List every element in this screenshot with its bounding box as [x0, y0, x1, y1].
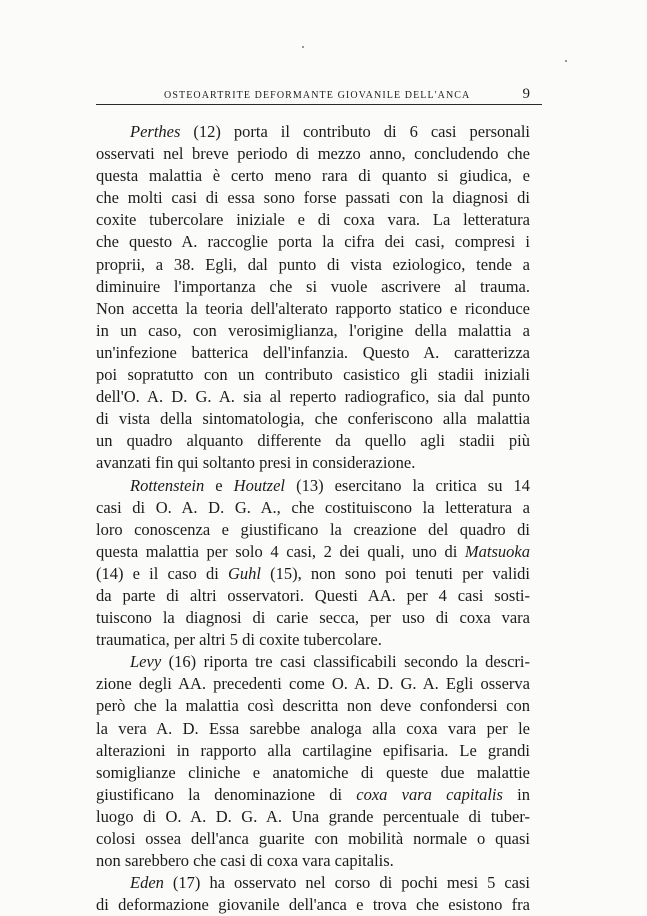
text-run: da parte di altri osservatori. Questi AA. per 4 casi sosti-	[96, 585, 530, 605]
text-line	[96, 894, 530, 916]
text-run: alterazioni in rapporto alla cartilagine epifisaria. Le grandi	[96, 740, 530, 760]
text-run: un'infezione batterica dell'infanzia. Questo A. caratterizza	[96, 342, 530, 362]
text-run: casi di O. A. D. G. A., che costituiscono la letteratura a	[96, 497, 530, 517]
text-run: (14) e il caso di	[96, 563, 228, 583]
text-line	[96, 585, 530, 607]
text-run: non sarebbero che casi di coxa vara capitalis.	[96, 851, 394, 871]
text-line	[96, 629, 530, 651]
italic-name: Houtzel	[233, 475, 286, 495]
text-line	[96, 519, 530, 541]
text-run: giustificano la denominazione di	[96, 784, 357, 804]
text-run: (13) esercitano la critica su 14	[285, 475, 530, 495]
text-run: in un caso, con verosimiglianza, l'origine della malattia a	[96, 320, 530, 340]
text-line	[96, 254, 530, 276]
text-run: che molti casi di essa sono forse passati con la diagnosi di	[96, 188, 530, 208]
text-run: traumatica, per altri 5 di coxite tubercolare.	[96, 630, 382, 650]
italic-name: coxa vara capitalis	[356, 784, 503, 804]
text-run: questa malattia è certo meno rara di quanto si giudica, e	[96, 166, 530, 186]
text-line	[96, 143, 530, 165]
italic-name: Rottenstein	[130, 475, 205, 495]
text-run: che questo A. raccoglie porta la cifra dei casi, compresi i	[96, 232, 530, 252]
text-run: proprii, a 38. Egli, dal punto di vista eziologico, tende a	[96, 254, 530, 274]
text-line	[96, 850, 530, 872]
text-run: e	[204, 475, 234, 495]
text-run: osservati nel breve periodo di mezzo anno, concludendo che	[96, 144, 530, 164]
text-run: dell'O. A. D. G. A. sia al reperto radiografico, sia dal punto	[96, 387, 530, 407]
text-line	[96, 740, 530, 762]
text-run: diminuire l'importanza che si vuole ascrivere al trauma.	[96, 276, 530, 296]
text-line	[96, 276, 530, 298]
page-number: 9	[522, 86, 530, 102]
text-line	[96, 364, 530, 386]
text-run: colosi ossea dell'anca guarite con mobilità normale o quasi	[96, 829, 530, 848]
text-line	[96, 209, 530, 231]
text-line	[96, 806, 530, 828]
text-run: luogo di O. A. D. G. A. Una grande percentuale di tuber-	[96, 806, 530, 826]
text-line	[96, 784, 530, 806]
text-line	[96, 342, 530, 364]
header-rule	[96, 104, 542, 105]
text-line	[96, 165, 530, 187]
text-run: (15), non sono poi tenuti per validi	[260, 563, 531, 583]
text-line	[96, 718, 530, 740]
text-run: (16) riporta tre casi classificabili secondo la descri-	[161, 652, 530, 672]
text-run: (17) ha osservato nel corso di pochi mesi 5 casi	[163, 873, 530, 893]
text-run: di vista della sintomatologia, che conferiscono alla malattia	[96, 409, 530, 429]
scan-speck	[565, 60, 567, 62]
text-line	[96, 320, 530, 342]
text-line	[96, 541, 530, 563]
text-line	[96, 563, 530, 585]
text-line	[96, 231, 530, 253]
italic-name: Perthes	[130, 122, 181, 141]
text-run: di deformazione giovanile dell'anca e trova che esistono fra	[96, 895, 530, 915]
text-line	[96, 408, 530, 430]
text-run: questa malattia per solo 4 casi, 2 dei quali, uno di	[96, 541, 465, 561]
text-line	[96, 673, 530, 695]
text-run: Non accetta la teoria dell'alterato rapporto statico e riconduce	[96, 298, 530, 318]
text-line	[96, 298, 530, 320]
text-line	[96, 430, 530, 452]
text-run: in	[502, 784, 530, 804]
text-run: somiglianze cliniche e anatomiche di queste due malattie	[96, 762, 530, 782]
text-run: un quadro alquanto differente da quello agli stadii più	[96, 431, 530, 451]
text-run: loro conoscenza e giustificano la creazione del quadro di	[96, 519, 530, 539]
text-run: zione degli AA. precedenti come O. A. D. G. A. Egli osserva	[96, 674, 530, 694]
running-header	[96, 86, 538, 106]
italic-name: Matsuoka	[464, 541, 530, 561]
text-line	[96, 187, 530, 209]
italic-name: Levy	[130, 652, 162, 672]
italic-name: Eden	[130, 873, 164, 893]
text-run: (12) porta il contributo di 6 casi personali	[180, 122, 530, 141]
text-run: coxite tubercolare iniziale e di coxa vara. La letteratura	[96, 210, 530, 230]
text-line	[96, 607, 530, 629]
text-line	[96, 497, 530, 519]
text-run: però che la malattia così descritta non deve confondersi con	[96, 696, 530, 716]
text-line	[96, 828, 530, 850]
text-line	[96, 651, 530, 673]
text-line	[96, 121, 530, 143]
text-run: poi sopratutto con un contributo casistico gli stadii iniziali	[96, 365, 530, 385]
text-line	[96, 762, 530, 784]
text-line	[96, 475, 530, 497]
italic-name: Guhl	[227, 563, 261, 583]
running-head-title: OSTEOARTRITE DEFORMANTE GIOVANILE DELL'ANCA	[164, 90, 471, 101]
body-text	[96, 121, 530, 916]
text-line	[96, 386, 530, 408]
text-run: la vera A. D. Essa sarebbe analoga alla coxa vara per le	[96, 718, 530, 738]
scan-speck	[302, 46, 304, 48]
text-line	[96, 872, 530, 894]
text-run: tuiscono la diagnosi di carie secca, per uso di coxa vara	[96, 608, 530, 628]
text-run: avanzati fin qui soltanto presi in considerazione.	[96, 453, 416, 473]
text-line	[96, 695, 530, 717]
text-line	[96, 452, 530, 474]
